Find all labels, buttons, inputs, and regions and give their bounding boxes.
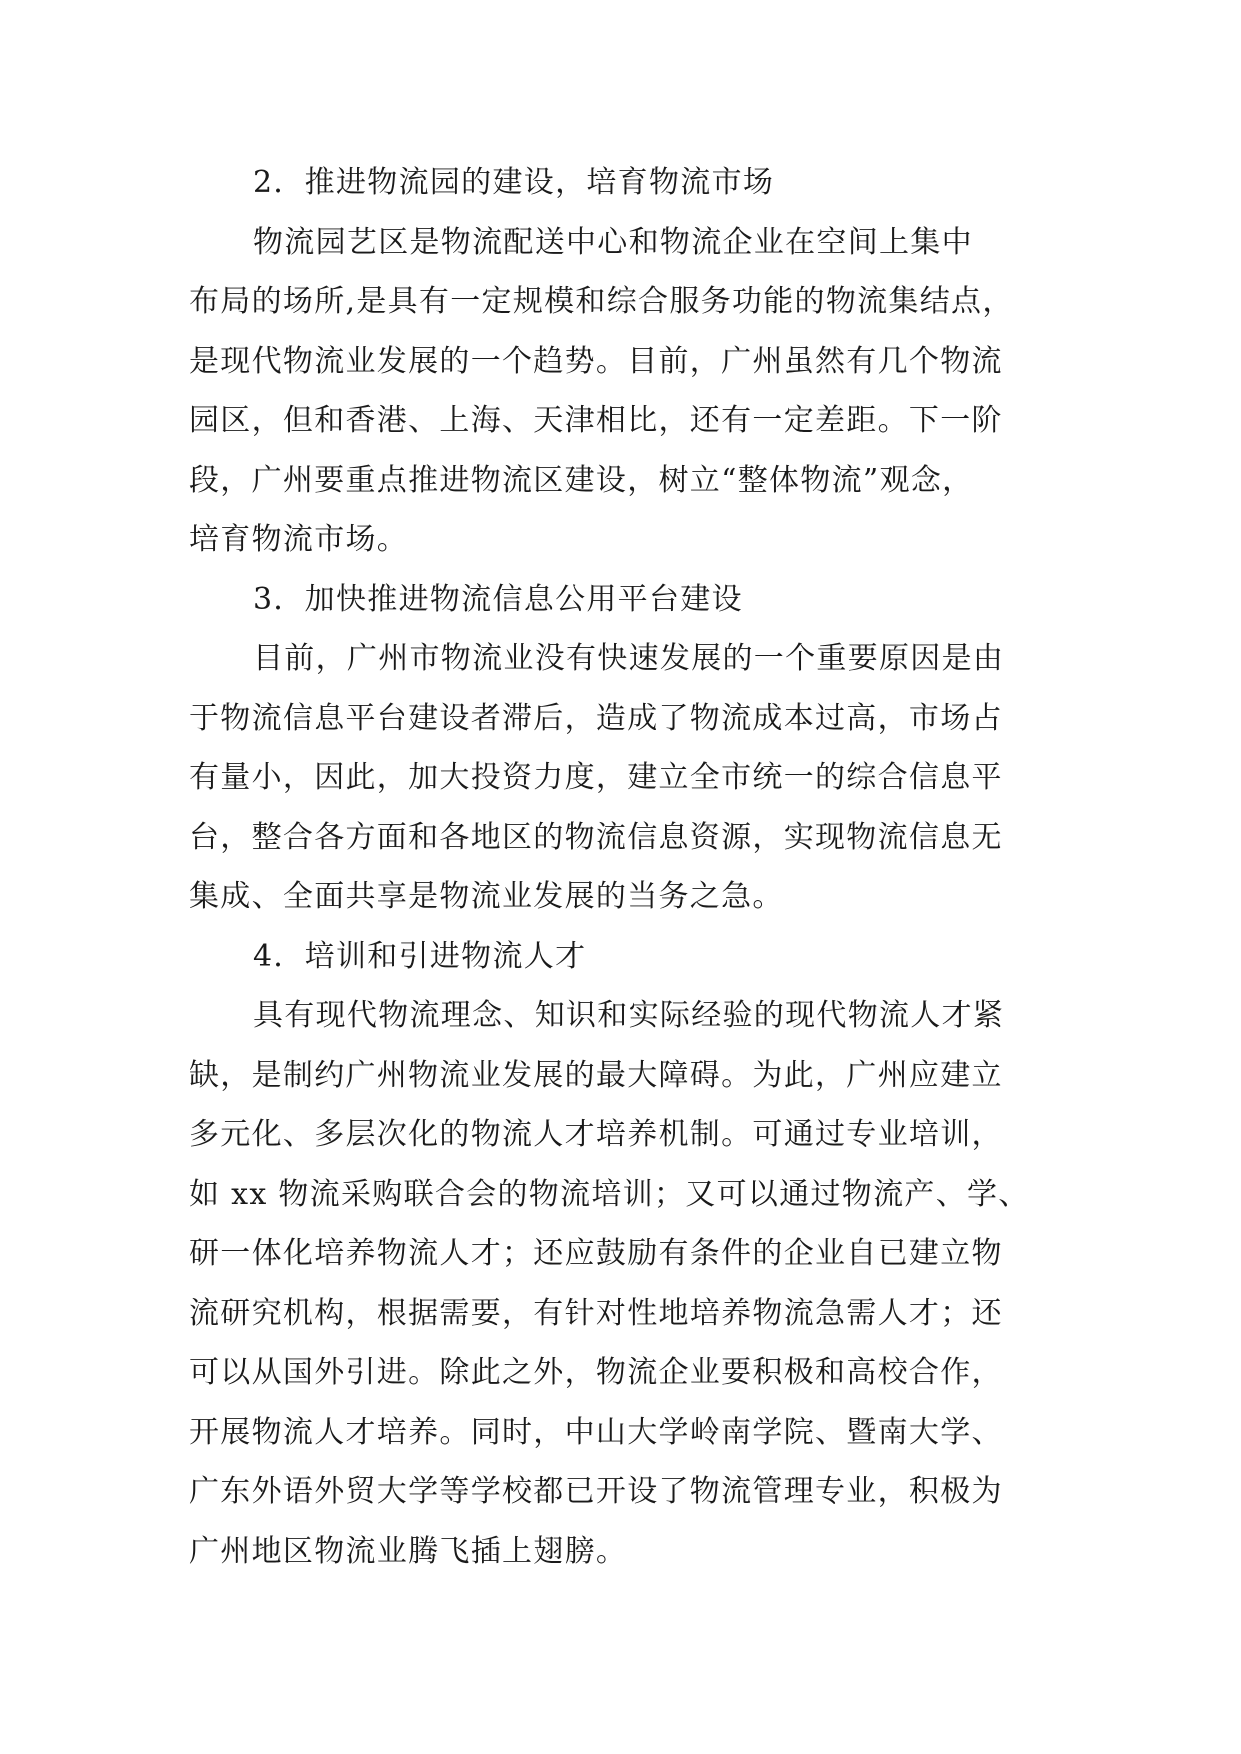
paragraph-line: 流研究机构，根据需要，有针对性地培养物流急需人才；还 <box>189 1295 1003 1331</box>
paragraph-line: 段，广州要重点推进物流区建设，树立“整体物流”观念， <box>189 462 974 498</box>
paragraph-line: 园区，但和香港、上海、天津相比，还有一定差距。下一阶 <box>189 403 1003 438</box>
paragraph-line: 有量小，因此，加大投资力度，建立全市统一的综合信息平 <box>189 760 1003 795</box>
paragraph-line: 物流园艺区是物流配送中心和物流企业在空间上集中 <box>253 224 973 260</box>
paragraph-line: 目前，广州市物流业没有快速发展的一个重要原因是由 <box>253 641 1005 676</box>
paragraph-line: 如 xx 物流采购联合会的物流培训；又可以通过物流产、学、 <box>189 1176 1030 1212</box>
paragraph-line: 于物流信息平台建设者滞后，造成了物流成本过高，市场占 <box>189 700 1003 736</box>
section-heading-4: 4．培训和引进物流人才 <box>253 938 587 974</box>
section-heading-2: 2．推进物流园的建设，培育物流市场 <box>253 165 775 200</box>
paragraph-line: 具有现代物流理念、知识和实际经验的现代物流人才紧 <box>253 998 1005 1033</box>
paragraph-line: 集成、全面共享是物流业发展的当务之急。 <box>189 879 784 914</box>
section-paragraph-2 <box>189 213 1089 570</box>
section-paragraph-3 <box>189 629 1089 927</box>
section-paragraph-4 <box>189 986 1089 1581</box>
paragraph-line: 多元化、多层次化的物流人才培养机制。可通过专业培训， <box>189 1117 1003 1152</box>
paragraph-line: 广州地区物流业腾飞插上翅膀。 <box>189 1533 628 1569</box>
paragraph-line: 广东外语外贸大学等学校都已开设了物流管理专业，积极为 <box>189 1474 1003 1509</box>
paragraph-line: 台，整合各方面和各地区的物流信息资源，实现物流信息无 <box>189 819 1003 855</box>
paragraph-line: 可以从国外引进。除此之外，物流企业要积极和高校合作， <box>189 1355 1003 1390</box>
paragraph-line: 研一体化培养物流人才；还应鼓励有条件的企业自已建立物 <box>189 1236 1003 1271</box>
paragraph-line: 是现代物流业发展的一个趋势。目前，广州虽然有几个物流 <box>189 343 1003 379</box>
paragraph-line: 缺，是制约广州物流业发展的最大障碍。为此，广州应建立 <box>189 1057 1003 1093</box>
paragraph-line: 布局的场所,是具有一定规模和综合服务功能的物流集结点， <box>189 284 1014 319</box>
document-body <box>189 153 1089 1581</box>
section-heading-3: 3．加快推进物流信息公用平台建设 <box>253 581 743 617</box>
paragraph-line: 开展物流人才培养。同时，中山大学岭南学院、暨南大学、 <box>189 1414 1003 1450</box>
paragraph-line: 培育物流市场。 <box>189 522 409 557</box>
